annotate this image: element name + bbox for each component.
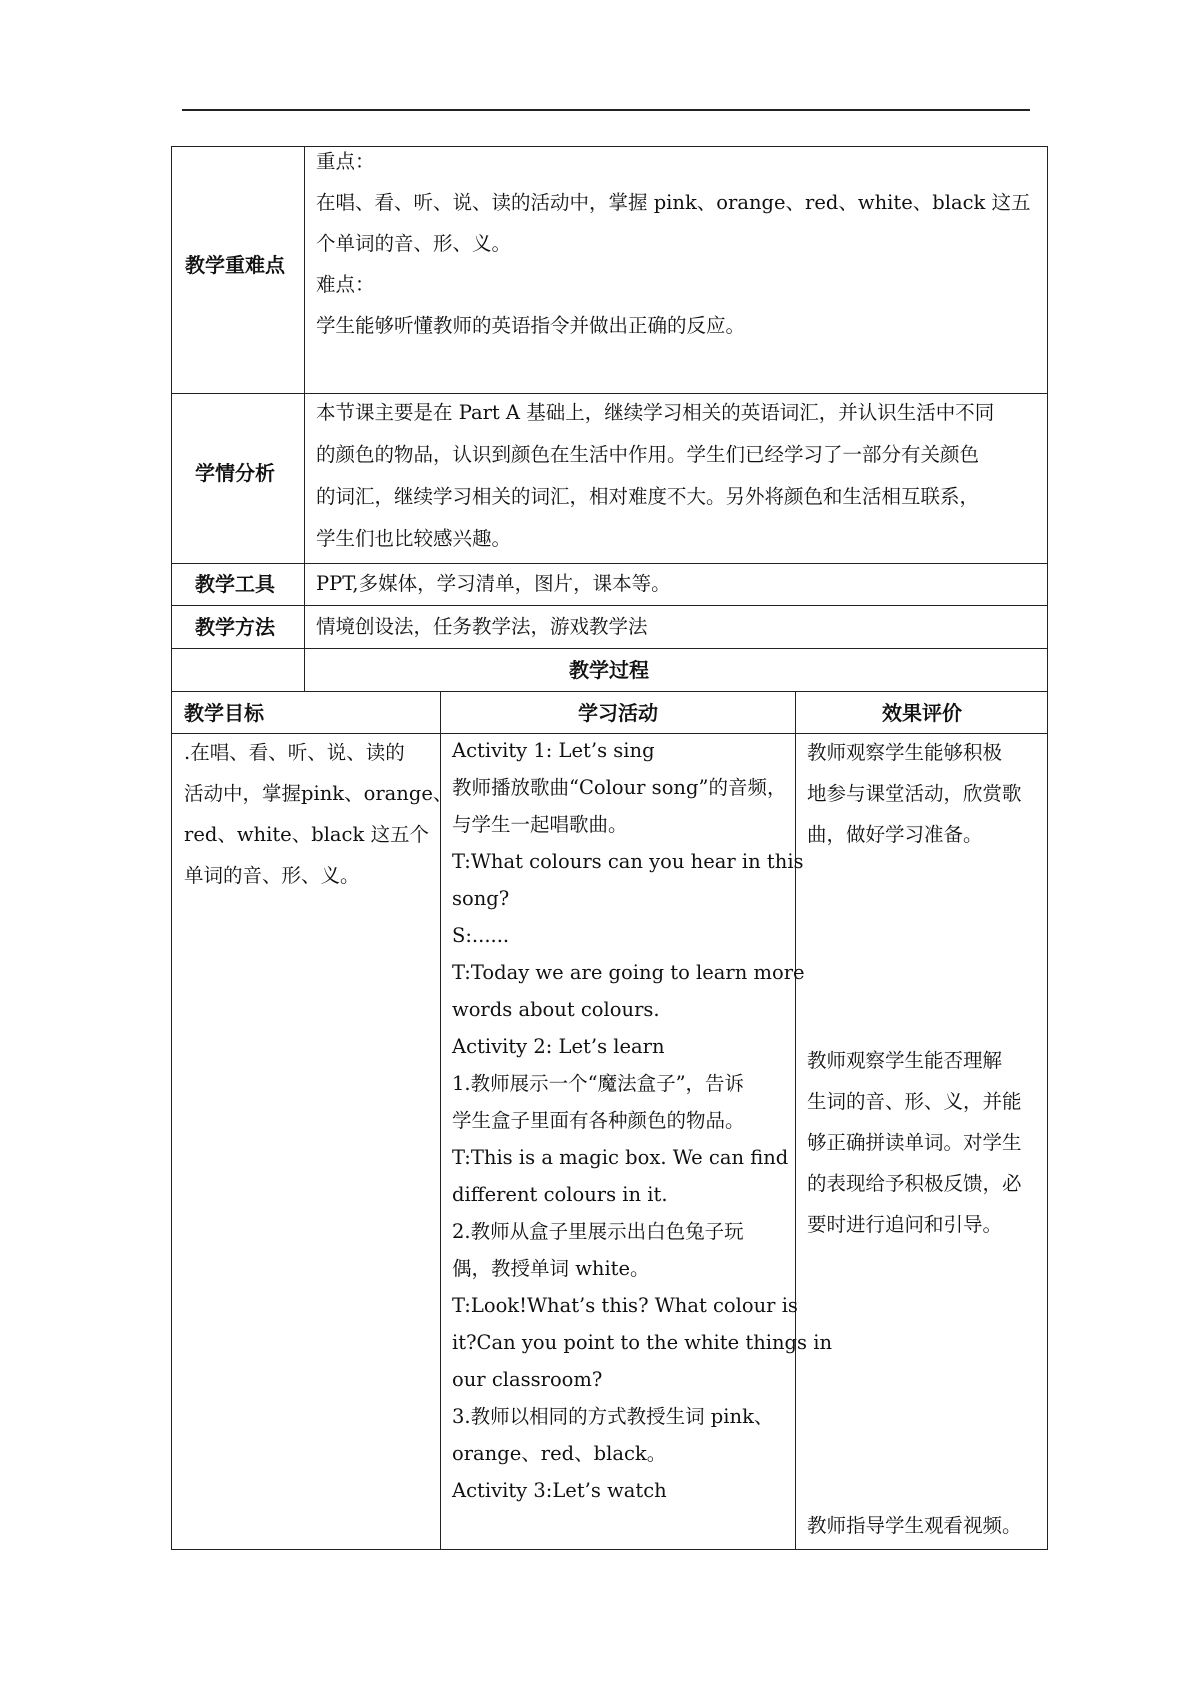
- activity-header: 学习活动: [578, 701, 658, 725]
- activity-line: T:Today we are going to learn more: [452, 961, 805, 984]
- column-divider: [304, 146, 305, 691]
- evaluation-line: 曲，做好学习准备。: [807, 823, 983, 846]
- evaluation-line: 生词的音、形、义，并能: [807, 1090, 1022, 1113]
- process-title: 教学过程: [569, 658, 649, 682]
- row-divider: [171, 691, 1048, 692]
- header-rule: [182, 109, 1030, 111]
- activity-line: 与学生一起唱歌曲。: [452, 813, 628, 836]
- activity-line: Activity 3:Let’s watch: [452, 1479, 667, 1502]
- activity-line: 学生盒子里面有各种颜色的物品。: [452, 1109, 745, 1132]
- evaluation-line: 教师指导学生观看视频。: [807, 1514, 1022, 1537]
- goal-line: .在唱、看、听、说、读的: [184, 741, 405, 764]
- evaluation-block-2: [807, 1040, 1022, 1245]
- activity-line: song?: [452, 887, 510, 910]
- key-points-line: 学生能够听懂教师的英语指令并做出正确的反应。: [316, 314, 746, 337]
- evaluation-line: 的表现给予积极反馈，必: [807, 1172, 1022, 1195]
- activity-line: our classroom?: [452, 1368, 603, 1391]
- activity-line: it?Can you point to the white things in: [452, 1331, 833, 1354]
- activity-line: words about colours.: [452, 998, 660, 1021]
- tools-label: 教学工具: [195, 572, 275, 596]
- activity-line: different colours in it.: [452, 1183, 668, 1206]
- evaluation-block-3: [807, 1505, 1022, 1546]
- activity-line: T:Look!What’s this? What colour is: [452, 1294, 798, 1317]
- activity-line: 教师播放歌曲“Colour song”的音频，: [452, 776, 787, 799]
- activity-line: T:This is a magic box. We can find: [452, 1146, 789, 1169]
- analysis-content: [316, 392, 994, 560]
- activity-line: S:......: [452, 924, 510, 947]
- key-points-label: 教学重难点: [185, 253, 285, 277]
- analysis-line: 的词汇，继续学习相关的词汇，相对难度不大。另外将颜色和生活相互联系，: [316, 485, 980, 508]
- activity-line: 1.教师展示一个“魔法盒子”，告诉: [452, 1072, 745, 1095]
- goal-line: 单词的音、形、义。: [184, 864, 360, 887]
- analysis-line: 的颜色的物品，认识到颜色在生活中作用。学生们已经学习了一部分有关颜色: [316, 443, 980, 466]
- evaluation-line: 教师观察学生能够积极: [807, 741, 1003, 764]
- row-divider: [171, 648, 1048, 649]
- evaluation-line: 地参与课堂活动，欣赏歌: [807, 782, 1022, 805]
- evaluation-line: 够正确拼读单词。对学生: [807, 1131, 1022, 1154]
- activity-line: orange、red、black。: [452, 1442, 667, 1465]
- evaluation-line: 教师观察学生能否理解: [807, 1049, 1003, 1072]
- methods-label: 教学方法: [195, 615, 275, 639]
- evaluation-header: 效果评价: [882, 701, 962, 725]
- key-points-content: [316, 141, 1031, 346]
- tools-content: [316, 563, 671, 605]
- analysis-line: 学生们也比较感兴趣。: [316, 527, 512, 550]
- activity-content: [452, 732, 832, 1509]
- goal-line: red、white、black 这五个: [184, 823, 429, 846]
- activity-line: T:What colours can you hear in this: [452, 850, 804, 873]
- methods-content: [316, 605, 648, 648]
- goal-content: [184, 732, 452, 896]
- key-points-line: 难点：: [316, 273, 375, 296]
- activity-line: Activity 2: Let’s learn: [452, 1035, 665, 1058]
- evaluation-block-1: [807, 732, 1022, 855]
- goal-header: 教学目标: [184, 701, 264, 725]
- key-points-line: 个单词的音、形、义。: [316, 232, 512, 255]
- key-points-line: 重点：: [316, 150, 375, 173]
- key-points-line: 在唱、看、听、说、读的活动中，掌握 pink、orange、red、white、black 这五: [316, 191, 1031, 214]
- tools-text: PPT,多媒体，学习清单，图片，课本等。: [316, 572, 671, 595]
- evaluation-line: 要时进行追问和引导。: [807, 1213, 1003, 1236]
- methods-text: 情境创设法，任务教学法，游戏教学法: [316, 615, 648, 638]
- activity-line: 2.教师从盒子里展示出白色兔子玩: [452, 1220, 744, 1243]
- activity-line: Activity 1: Let’s sing: [452, 739, 655, 762]
- activity-line: 偶，教授单词 white。: [452, 1257, 650, 1280]
- goal-line: 活动中，掌握pink、orange、: [184, 782, 453, 805]
- activity-line: 3.教师以相同的方式教授生词 pink、: [452, 1405, 774, 1428]
- analysis-label: 学情分析: [195, 461, 275, 485]
- analysis-line: 本节课主要是在 Part A 基础上，继续学习相关的英语词汇，并认识生活中不同: [316, 401, 995, 424]
